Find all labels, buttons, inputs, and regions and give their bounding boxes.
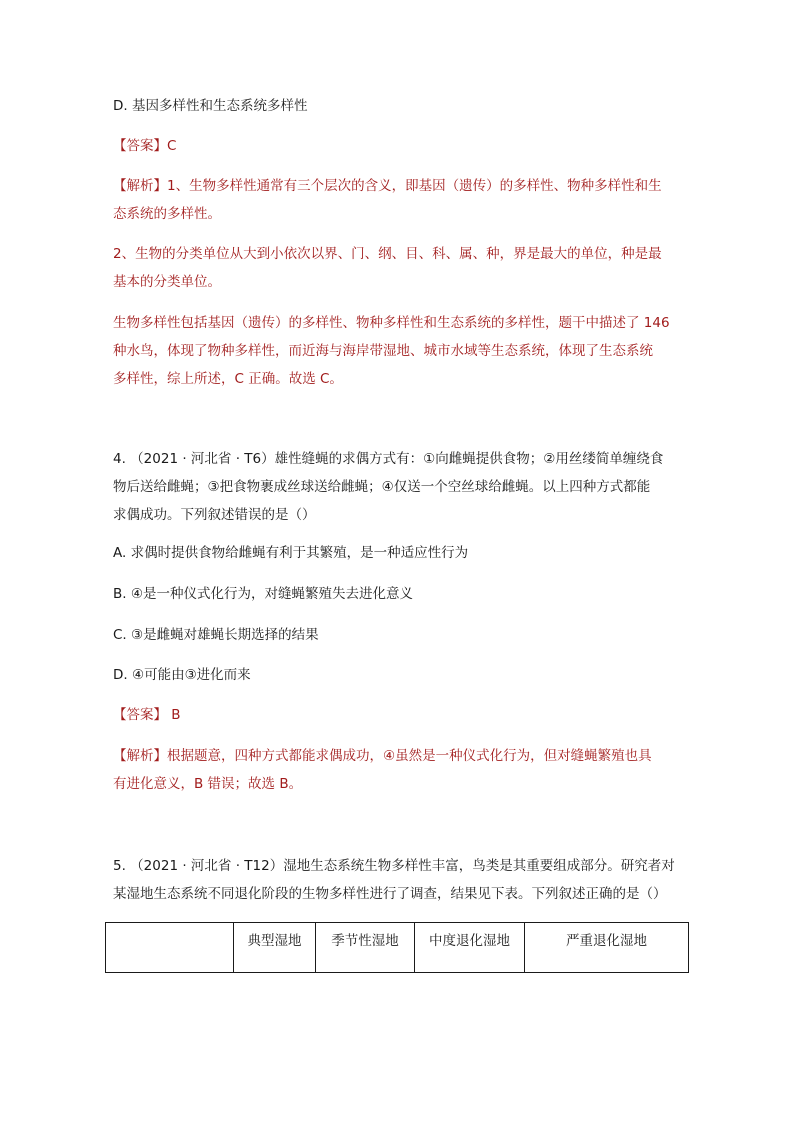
table-header-cell: 中度退化湿地 — [415, 923, 525, 973]
analysis-tag: 【解析】 — [113, 748, 167, 764]
q5-stem-line-2: 某湿地生态系统不同退化阶段的生物多样性进行了调查，结果见下表。下列叙述正确的是（） — [113, 886, 667, 902]
q3-option-d: D. 基因多样性和生态系统多样性 — [113, 98, 308, 114]
q3-analysis-line-2: 态系统的多样性。 — [113, 206, 221, 222]
q4-stem-line-2: 物后送给雌蝇；③把食物裹成丝球送给雌蝇；④仅送一个空丝球给雌蝇。以上四种方式都能 — [113, 479, 651, 495]
table-header-cell: 典型湿地 — [234, 923, 316, 973]
wetland-table — [105, 922, 689, 973]
q4-analysis-line-2: 有进化意义，B 错误；故选 B。 — [113, 776, 303, 792]
q4-option-d: D. ④可能由③进化而来 — [113, 667, 251, 683]
q4-answer — [113, 705, 181, 725]
q3-analysis-line-3: 2、生物的分类单位从大到小依次以界、门、纲、目、科、属、种，界是最大的单位，种是最 — [113, 246, 662, 262]
q3-analysis-line-1 — [113, 176, 662, 196]
q3-answer — [113, 136, 176, 156]
q4-stem-line-3: 求偶成功。下列叙述错误的是（） — [113, 507, 316, 523]
analysis-text: 1、生物多样性通常有三个层次的含义，即基因（遗传）的多样性、物种多样性和生 — [167, 178, 662, 194]
answer-tag: 【答案】 — [113, 707, 167, 723]
q3-analysis-line-5: 生物多样性包括基因（遗传）的多样性、物种多样性和生态系统的多样性，题干中描述了 146 — [113, 315, 670, 331]
answer-tag: 【答案】 — [113, 138, 167, 154]
answer-value: B — [167, 707, 181, 723]
q5-stem-line-1: 5. （2021 · 河北省 · T12）湿地生态系统生物多样性丰富，鸟类是其重要组成部分。研究者对 — [113, 858, 675, 874]
table-header-cell: 严重退化湿地 — [525, 923, 689, 973]
q3-analysis-line-4: 基本的分类单位。 — [113, 274, 221, 290]
analysis-text: 根据题意，四种方式都能求偶成功，④虽然是一种仪式化行为，但对缝蝇繁殖也具 — [167, 748, 652, 764]
table-header-cell — [106, 923, 234, 973]
q4-stem-line-1: 4. （2021 · 河北省 · T6）雄性缝蝇的求偶方式有：①向雌蝇提供食物；②用丝缕简单缠绕食 — [113, 451, 664, 467]
table-header-row — [106, 923, 689, 973]
q4-option-c: C. ③是雌蝇对雄蝇长期选择的结果 — [113, 627, 319, 643]
q4-analysis-line-1 — [113, 746, 652, 766]
q3-analysis-line-6: 种水鸟，体现了物种多样性，而近海与海岸带湿地、城市水域等生态系统，体现了生态系统 — [113, 343, 653, 359]
table-header-cell: 季节性湿地 — [316, 923, 415, 973]
answer-value: C — [167, 138, 177, 154]
analysis-tag: 【解析】 — [113, 178, 167, 194]
q4-option-a: A. 求偶时提供食物给雌蝇有利于其繁殖，是一种适应性行为 — [113, 545, 469, 561]
q3-analysis-line-7: 多样性，综上所述，C 正确。故选 C。 — [113, 371, 343, 387]
q4-option-b: B. ④是一种仪式化行为，对缝蝇繁殖失去进化意义 — [113, 586, 413, 602]
